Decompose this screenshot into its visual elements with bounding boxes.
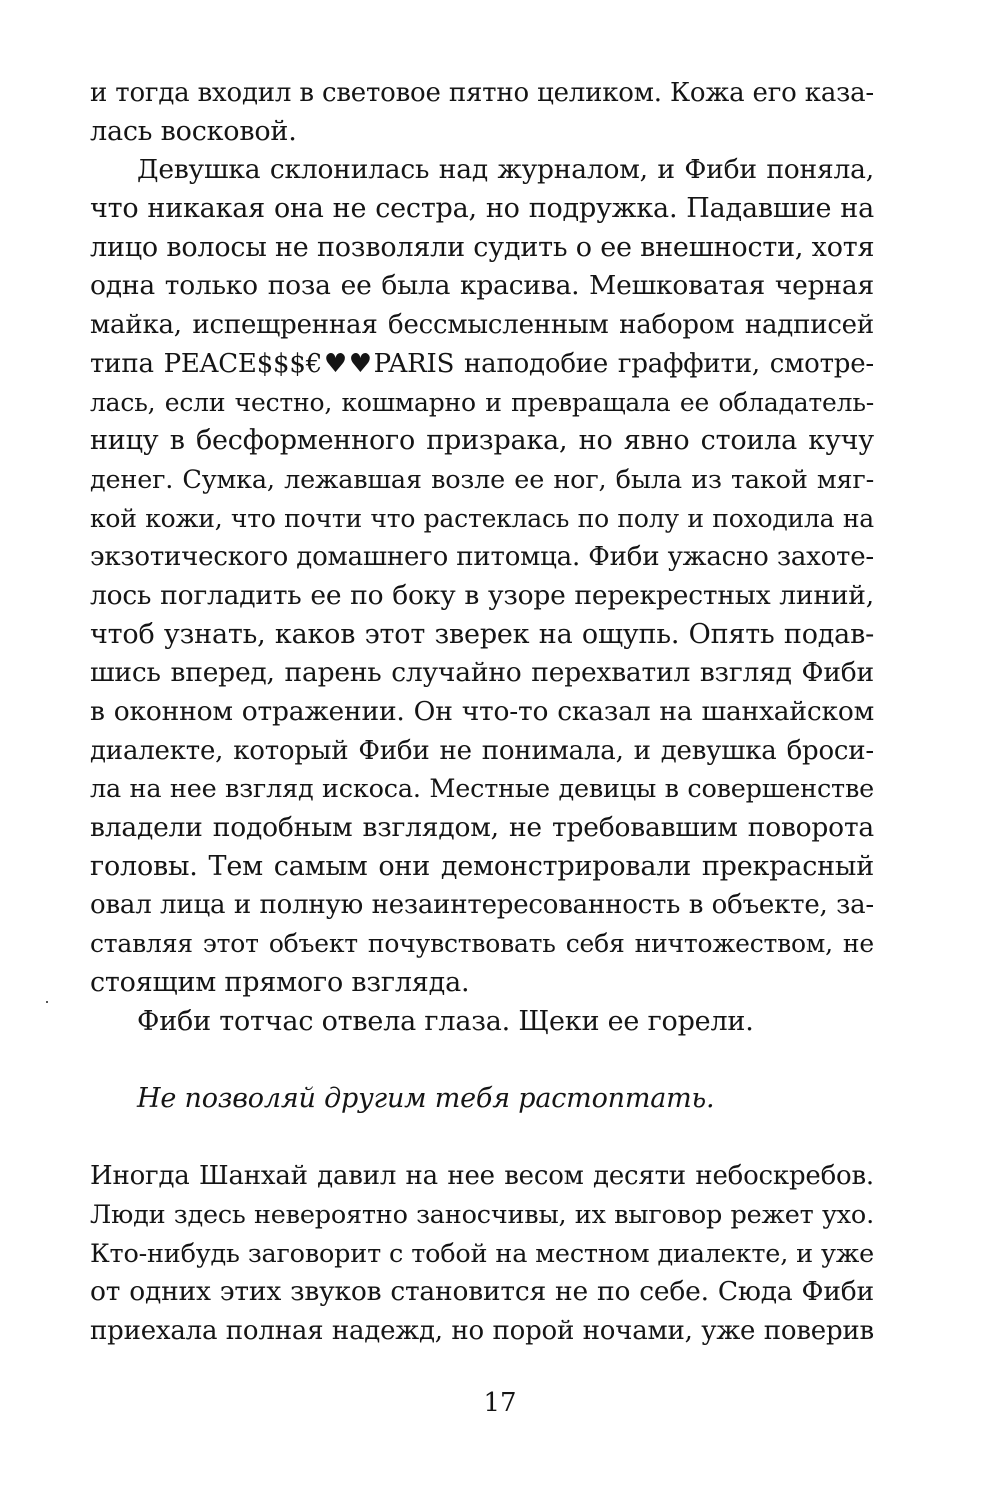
text-line: Кто-нибудь заговорит с тобой на местном диалекте, и уже <box>90 1238 874 1269</box>
paragraph <box>90 1003 874 1042</box>
blank-line <box>90 1119 874 1158</box>
text-line: шись вперед, парень случайно перехватил взгляд Фиби <box>90 657 874 689</box>
paragraph <box>90 1157 874 1350</box>
text-line: лась, если честно, кошмарно и превращала ее обладатель- <box>90 387 874 417</box>
print-speck <box>46 1001 48 1003</box>
text-line: головы. Тем самым они демонстрировали прекрасный <box>90 850 874 882</box>
paragraph <box>90 74 874 151</box>
text-line: ла на нее взгляд искоса. Местные девицы в совершенстве <box>90 774 874 805</box>
text-line: приехала полная надежд, но порой ночами, уже поверив <box>90 1316 874 1346</box>
text-line: владели подобным взглядом, не требовавшим поворота <box>90 812 874 844</box>
text-line: экзотического домашнего питомца. Фиби ужасно захоте- <box>90 542 874 573</box>
text-line: майка, испещренная бессмысленным набором надписей <box>90 310 874 341</box>
book-page-text <box>90 74 874 1351</box>
text-line: чтоб узнать, каков этот зверек на ощупь. Опять подав- <box>90 618 874 650</box>
text-line: от одних этих звуков становится не по себе. Сюда Фиби <box>90 1276 874 1308</box>
text-line: Иногда Шанхай давил на нее весом десяти небоскребов. <box>90 1161 874 1192</box>
text-line: и тогда входил в световое пятно целиком. Кожа его каза- <box>90 78 874 108</box>
italic-epigraph: Не позволяй другим тебя растоптать. <box>137 1082 715 1114</box>
text-line: денег. Сумка, лежавшая возле ее ног, была из такой мяг- <box>90 464 874 495</box>
text-line: Люди здесь невероятно заносчивы, их выговор режет ухо. <box>90 1199 874 1230</box>
text-line: лась восковой. <box>90 115 297 147</box>
text-line: в оконном отражении. Он что-то сказал на шанхайском <box>90 696 874 727</box>
text-line: одна только поза ее была красива. Мешковатая черная <box>90 270 874 302</box>
text-line: стоящим прямого взгляда. <box>90 966 470 998</box>
text-line: типа PEACE$$$€♥♥PARIS наподобие граффити, смотре- <box>90 348 874 379</box>
text-line: лось погладить ее по боку в узоре перекрестных линий, <box>90 579 874 611</box>
text-line: лицо волосы не позволяли судить о ее внешности, хотя <box>90 231 875 263</box>
text-line: что никакая она не сестра, но подружка. Падавшие на <box>90 193 874 225</box>
text-line: Девушка склонилась над журналом, и Фиби поняла, <box>137 154 874 186</box>
text-line: ставляя этот объект почувствовать себя ничтожеством, не <box>90 929 874 959</box>
text-line: Фиби тотчас отвела глаза. Щеки ее горели. <box>137 1005 754 1037</box>
text-line: ницу в бесформенного призрака, но явно стоила кучу <box>90 425 874 457</box>
text-line: кой кожи, что почти что растеклась по полу и походила на <box>90 503 874 533</box>
blank-line <box>90 1041 874 1080</box>
text-line: диалекте, который Фиби не понимала, и девушка броси- <box>90 735 874 766</box>
paragraph <box>90 151 874 1002</box>
text-line: овал лица и полную незаинтересованность в объекте, за- <box>90 890 874 921</box>
page-number: 17 <box>483 1388 517 1418</box>
